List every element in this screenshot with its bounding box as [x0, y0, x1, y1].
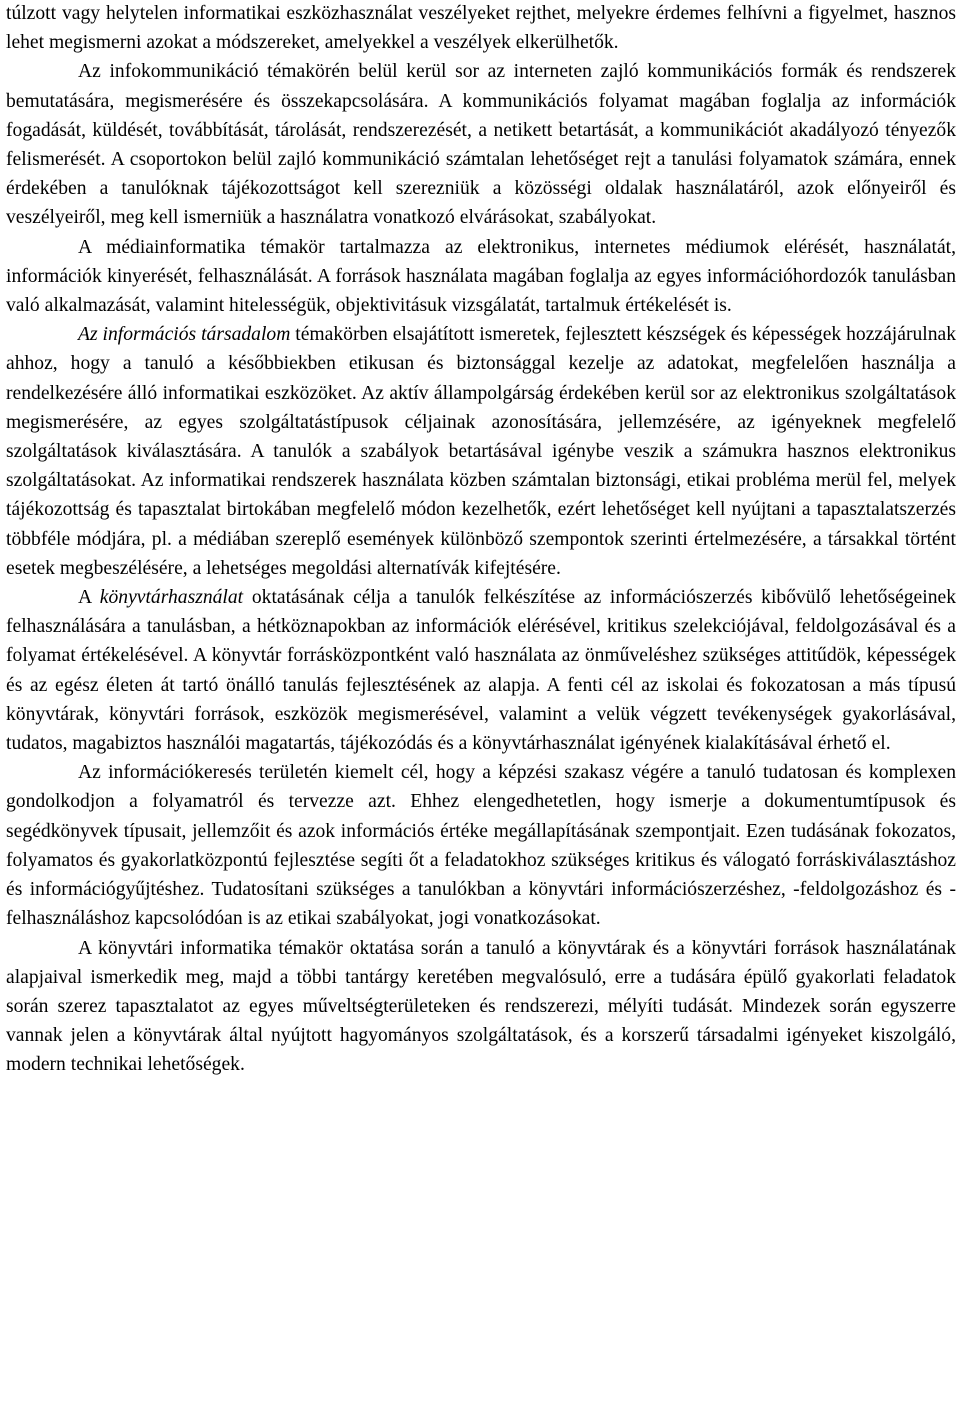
text-run: témakörben elsajátított ismeretek, fejlesztett készségek és képességek hozzájárulnak ahhoz, hogy a tanuló a későbbiekben etikusan és biztonsággal kezelje az adatokat, megfelelően használja a rendelkezésére álló informatikai eszközöket. Az aktív állampolgárság érdekében kerül sor az elektronikus szolgáltatások megismerésére, az egyes szolgáltatástípusok céljainak azonosítására, jellemzésére, az igényeknek megfelelő szolgáltatások kiválasztására. A tanulók a szabályok betartásával igénybe veszik a számukra hasznos elektronikus szolgáltatásokat. Az informatikai rendszerek használata közben számtalan biztonsági, etikai probléma merül fel, melyek tájékozottság és tapasztalat birtokában megfelelő módon kezelhetők, ezért lehetőséget kell nyújtani a tapasztalatszerzés többféle módjára, pl. a médiában szereplő események különböző szempontok szerinti értelmezésére, a társakkal történt esetek megbeszélésére, a lehetséges megoldási alternatívák kifejtésére. — [6, 324, 956, 579]
text-run: A könyvtári informatika témakör oktatása során a tanuló a könyvtárak és a könyvtári források használatának alapjaival ismerkedik meg, majd a többi tantárgy keretében megvalósuló, erre a tudására épülő gyakorlati feladatok során szerez tapasztalatot az egyes műveltségterületeken és rendszerezi, mélyíti tudását. Mindezek során egyszerre vannak jelen a könyvtárak által nyújtott hagyományos szolgáltatások, és a korszerű társadalmi igényeket kiszolgáló, modern technikai lehetőségek. — [6, 937, 956, 1076]
text-run: A — [78, 587, 100, 609]
paragraph — [6, 233, 956, 321]
italic-term: Az információs társadalom — [78, 324, 291, 346]
document-page — [6, 0, 956, 1080]
paragraph — [6, 934, 956, 1080]
text-run: oktatásának célja a tanulók felkészítése az információszerzés kibővülő lehetőségeinek felhasználására a tanulásban, a hétköznapokban az információk elérésével, kritikus szelekciójával, feldolgozásával és a folyamat értékelésével. A könyvtár forrásközpontként való használata az önműveléshez szükséges attitűdök, képességek és az egész életen át tartó önálló tanulás fejlesztésének az alapja. A fenti cél az iskolai és fokozatosan a más típusú könyvtárak, könyvtári források, eszközök megismerésével, valamint a velük végzett tevékenységek gyakorlásával, tudatos, magabiztos használói magatartás, tájékozódás és a könyvtárhasználat igényének kialakításával érhető el. — [6, 587, 956, 755]
text-run: Az információkeresés területén kiemelt cél, hogy a képzési szakasz végére a tanuló tudatosan és komplexen gondolkodjon a folyamatról és tervezze azt. Ehhez elengedhetetlen, hogy ismerje a dokumentumtípusok és segédkönyvek típusait, jellemzőit és azok információs értéke megállapításának szempontjait. Ezen tudásának fokozatos, folyamatos és gyakorlatközpontú fejlesztése segíti őt a feladatokhoz szükséges kritikus és válogató forráskiválasztáshoz és információgyűjtéshez. Tudatosítani szükséges a tanulókban a könyvtári információszerzéshez, -feldolgozáshoz és -felhasználáshoz kapcsolódóan is az etikai szabályokat, jogi vonatkozásokat. — [6, 762, 956, 930]
paragraph — [6, 57, 956, 232]
italic-term: könyvtárhasználat — [99, 587, 244, 609]
text-run: A médiainformatika témakör tartalmazza az elektronikus, internetes médiumok elérését, használatát, információk kinyerését, felhasználását. A források használata magában foglalja az egyes információhordozók tanulásban való alkalmazását, valamint hitelességük, objektivitásuk vizsgálatát, tartalmuk értékelését is. — [6, 236, 956, 317]
text-run: túlzott vagy helytelen informatikai eszközhasználat veszélyeket rejthet, melyekre érdemes felhívni a figyelmet, hasznos lehet megismerni azokat a módszereket, amelyekkel a veszélyek elkerülhetők. — [6, 3, 956, 54]
text-run: Az infokommunikáció témakörén belül kerül sor az interneten zajló kommunikációs formák és rendszerek bemutatására, megismerésére és összekapcsolására. A kommunikációs folyamat magában foglalja az információk fogadását, küldését, továbbítását, tárolását, rendszerezését, a netikett betartását, a kommunikációt akadályozó tényezők felismerését. A csoportokon belül zajló kommunikáció számtalan lehetőséget rejt a tanulási folyamatok számára, ennek érdekében a tanulóknak tájékozottságot kell szerezniük a közösségi oldalak használatáról, azok előnyeiről és veszélyeiről, meg kell ismerniük a használatra vonatkozó elvárásokat, szabályokat. — [6, 61, 956, 229]
paragraph — [6, 0, 956, 57]
paragraph — [6, 583, 956, 758]
paragraph — [6, 320, 956, 583]
paragraph — [6, 758, 956, 933]
